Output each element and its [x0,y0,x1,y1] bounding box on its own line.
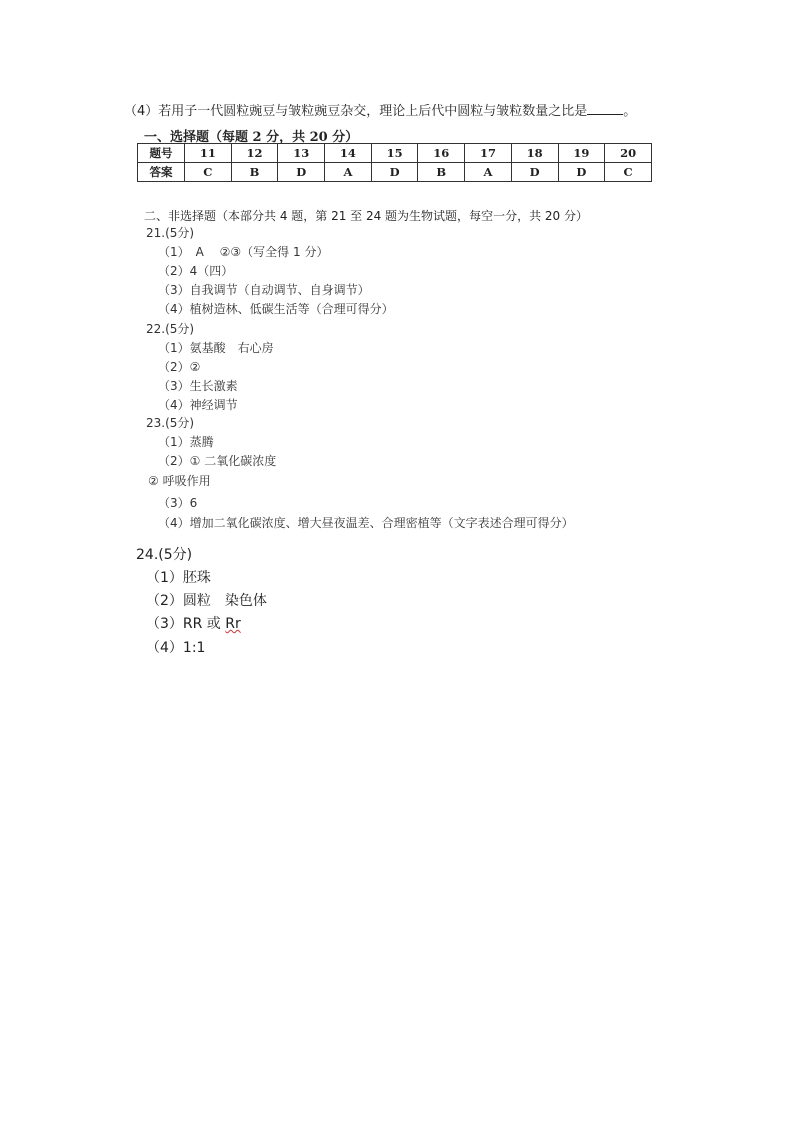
table-cell: 15 [371,144,418,163]
table-cell: 18 [511,144,558,163]
q21-answer-2: （2）4（四） [158,264,234,278]
row-label-number: 题号 [138,144,185,163]
answer-table [137,143,652,182]
table-row-numbers [138,144,652,163]
table-cell: 11 [185,144,232,163]
q22-heading: 22.(5分) [146,322,195,336]
table-cell: 13 [278,144,325,163]
row-label-answer: 答案 [138,163,185,182]
q23-answer-2: （2）① 二氧化碳浓度 [158,454,277,468]
table-cell: 12 [231,144,278,163]
q24-answer-3-text: （3）RR 或 [146,616,226,632]
q23-answer-3: （3）6 [158,496,198,510]
table-cell: B [418,163,465,182]
table-row-answers [138,163,652,182]
q24-answer-3 [146,613,241,633]
section-1-title: 一、选择题（每题 2 分，共 20 分） [144,130,359,145]
q23-answer-4: （4）增加二氧化碳浓度、增大昼夜温差、合理密植等（文字表述合理可得分） [158,516,574,530]
q24-answer-3-underlined: Rr [225,616,241,632]
table-cell: D [371,163,418,182]
q23-answer-2b: ② 呼吸作用 [148,474,211,488]
question-4-text: （4）若用子一代圆粒豌豆与皱粒豌豆杂交，理论上后代中圆粒与皱粒数量之比是 [124,104,588,119]
table-cell: C [185,163,232,182]
q21-answer-4: （4）植树造林、低碳生活等（合理可得分） [158,302,394,316]
table-cell: D [558,163,605,182]
q22-answer-4: （4）神经调节 [158,398,238,412]
q24-answer-2: （2）圆粒 染色体 [146,593,267,609]
table-cell: D [511,163,558,182]
table-cell: 20 [605,144,652,163]
table-cell: D [278,163,325,182]
q23-answer-1: （1）蒸腾 [158,435,214,449]
q22-answer-2: （2）② [158,360,201,374]
table-cell: 19 [558,144,605,163]
q22-answer-1: （1）氨基酸 右心房 [158,341,274,355]
section-2-title: 二、非选择题（本部分共 4 题，第 21 至 24 题为生物试题，每空一分，共 20 分） [144,209,588,223]
table-cell: A [325,163,372,182]
answer-blank [587,102,623,115]
q21-heading: 21.(5分) [146,226,195,240]
table-cell: 16 [418,144,465,163]
q22-answer-3: （3）生长激素 [158,379,238,393]
question-4-end: 。 [623,104,637,119]
table-cell: A [465,163,512,182]
q24-answer-4: （4）1:1 [146,640,206,656]
q23-heading: 23.(5分) [146,416,195,430]
table-cell: C [605,163,652,182]
q21-answer-1: （1） A ②③（写全得 1 分） [158,245,329,259]
table-cell: 17 [465,144,512,163]
table-cell: 14 [325,144,372,163]
q21-answer-3: （3）自我调节（自动调节、自身调节） [158,283,370,297]
question-4-line [124,100,636,119]
table-cell: B [231,163,278,182]
q24-heading: 24.(5分) [136,547,193,563]
q24-answer-1: （1）胚珠 [146,570,211,586]
